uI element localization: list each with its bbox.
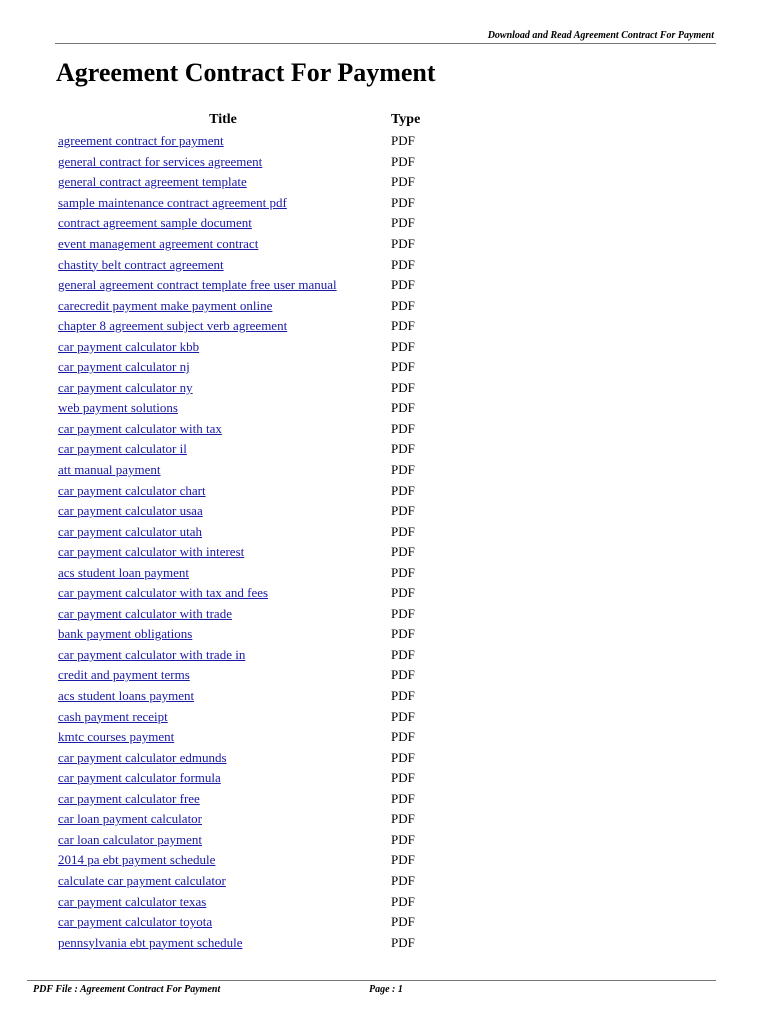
file-type-label: PDF (391, 893, 415, 909)
document-link[interactable]: acs student loan payment (58, 564, 190, 580)
document-link[interactable]: contract agreement sample document (58, 215, 252, 231)
file-type-label: PDF (391, 585, 415, 601)
document-link[interactable]: car payment calculator utah (58, 523, 203, 539)
file-type-label: PDF (391, 215, 415, 231)
list-item (58, 624, 478, 645)
list-item (58, 275, 478, 296)
document-link[interactable]: general agreement contract template free user manual (58, 277, 337, 293)
file-type-label: PDF (391, 133, 415, 149)
document-link[interactable]: car payment calculator edmunds (58, 749, 227, 765)
list-item (58, 172, 478, 193)
list-item (58, 131, 478, 152)
document-link[interactable]: agreement contract for payment (58, 133, 224, 149)
list-item (58, 665, 478, 686)
list-item (58, 357, 478, 378)
file-type-label: PDF (391, 523, 415, 539)
document-link[interactable]: car payment calculator nj (58, 359, 190, 375)
document-link[interactable]: car payment calculator with tax (58, 420, 222, 436)
document-link[interactable]: car loan payment calculator (58, 811, 203, 827)
document-link[interactable]: car payment calculator il (58, 441, 187, 457)
file-type-label: PDF (391, 277, 415, 293)
list-item (58, 768, 478, 789)
file-type-label: PDF (391, 462, 415, 478)
document-link[interactable]: car payment calculator kbb (58, 338, 200, 354)
file-type-label: PDF (391, 420, 415, 436)
document-link[interactable]: event management agreement contract (58, 236, 259, 251)
file-type-label: PDF (391, 872, 415, 888)
list-item (58, 912, 478, 933)
list-item (58, 316, 478, 337)
file-type-label: PDF (391, 379, 415, 395)
document-link[interactable]: general contract agreement template (58, 174, 247, 190)
file-type-label: PDF (391, 831, 415, 847)
list-item (58, 562, 478, 583)
list-item (58, 809, 478, 830)
file-type-label: PDF (391, 811, 415, 827)
document-link[interactable]: credit and payment terms (58, 667, 190, 683)
file-type-label: PDF (391, 790, 415, 806)
document-link[interactable]: car payment calculator texas (58, 893, 207, 909)
list-item (58, 254, 478, 275)
list-item (58, 850, 478, 871)
document-link[interactable]: carecredit payment make payment online (58, 297, 273, 313)
document-link[interactable]: web payment solutions (58, 400, 178, 416)
file-type-label: PDF (391, 256, 415, 272)
list-item (58, 727, 478, 748)
file-type-label: PDF (391, 318, 415, 334)
list-item (58, 152, 478, 173)
document-link[interactable]: car payment calculator formula (58, 770, 221, 786)
file-type-label: PDF (391, 564, 415, 580)
list-item (58, 604, 478, 625)
list-item (58, 419, 478, 440)
list-item (58, 583, 478, 604)
file-type-label: PDF (391, 770, 415, 786)
document-link[interactable]: calculate car payment calculator (58, 872, 226, 888)
list-item (58, 234, 478, 255)
list-item (58, 871, 478, 892)
list-item (58, 480, 478, 501)
page-title: Agreement Contract For Payment (56, 58, 436, 87)
list-item (58, 542, 478, 563)
document-link[interactable]: kmtc courses payment (58, 729, 175, 745)
list-item (58, 789, 478, 810)
file-type-label: PDF (391, 297, 415, 313)
footer-file-label: PDF File : Agreement Contract For Payment (33, 984, 221, 995)
file-type-label: PDF (391, 338, 415, 354)
document-link[interactable]: att manual payment (58, 462, 161, 478)
file-type-label: PDF (391, 400, 415, 416)
file-type-label: PDF (391, 626, 415, 642)
file-type-label: PDF (391, 605, 415, 621)
column-header-type: Type (391, 112, 421, 127)
document-link[interactable]: car payment calculator with trade in (58, 646, 246, 662)
file-type-label: PDF (391, 852, 415, 868)
document-link[interactable]: car payment calculator with tax and fees (58, 585, 269, 601)
list-item (58, 378, 478, 399)
document-link[interactable]: car payment calculator ny (58, 379, 193, 395)
list-item (58, 686, 478, 707)
list-item (58, 521, 478, 542)
file-type-label: PDF (391, 174, 415, 190)
list-item (58, 706, 478, 727)
document-link[interactable]: bank payment obligations (58, 626, 193, 642)
document-link[interactable]: car payment calculator with interest (58, 544, 245, 560)
file-type-label: PDF (391, 934, 415, 950)
file-type-label: PDF (391, 914, 415, 930)
document-link[interactable]: car payment calculator toyota (58, 914, 213, 930)
document-link[interactable]: car payment calculator free (58, 790, 200, 806)
list-item (58, 336, 478, 357)
file-type-label: PDF (391, 503, 415, 519)
file-type-label: PDF (391, 482, 415, 498)
document-link[interactable]: chastity belt contract agreement (58, 256, 224, 272)
list-item (58, 213, 478, 234)
document-list (58, 131, 478, 953)
list-item (58, 460, 478, 481)
file-type-label: PDF (391, 708, 415, 724)
file-type-label: PDF (391, 646, 415, 662)
document-link[interactable]: 2014 pa ebt payment schedule (58, 852, 216, 868)
file-type-label: PDF (391, 236, 415, 251)
document-link[interactable]: general contract for services agreement (58, 153, 263, 169)
document-link[interactable]: cash payment receipt (58, 708, 168, 724)
list-item (58, 891, 478, 912)
list-item (58, 747, 478, 768)
column-header-title: Title (209, 112, 237, 127)
file-type-label: PDF (391, 359, 415, 375)
list-item (58, 501, 478, 522)
list-item (58, 645, 478, 666)
file-type-label: PDF (391, 688, 415, 704)
document-link[interactable]: car loan calculator payment (58, 831, 203, 847)
list-item (58, 830, 478, 851)
document-link[interactable]: car payment calculator chart (58, 482, 206, 498)
document-link[interactable]: acs student loans payment (58, 688, 195, 704)
footer-page-number: Page : 1 (369, 984, 403, 995)
file-type-label: PDF (391, 194, 415, 210)
list-item (58, 439, 478, 460)
running-header: Download and Read Agreement Contract For Payment (487, 30, 714, 41)
header-divider (55, 43, 716, 44)
list-item (58, 932, 478, 953)
file-type-label: PDF (391, 441, 415, 457)
list-item (58, 398, 478, 419)
file-type-label: PDF (391, 153, 415, 169)
document-link[interactable]: chapter 8 agreement subject verb agreement (58, 318, 288, 334)
document-link[interactable]: car payment calculator usaa (58, 503, 203, 519)
file-type-label: PDF (391, 667, 415, 683)
file-type-label: PDF (391, 729, 415, 745)
list-item (58, 193, 478, 214)
document-link[interactable]: car payment calculator with trade (58, 605, 232, 621)
file-type-label: PDF (391, 544, 415, 560)
list-item (58, 295, 478, 316)
document-link[interactable]: pennsylvania ebt payment schedule (58, 934, 243, 950)
footer-divider (27, 980, 716, 981)
file-type-label: PDF (391, 749, 415, 765)
document-link[interactable]: sample maintenance contract agreement pdf (58, 194, 287, 210)
